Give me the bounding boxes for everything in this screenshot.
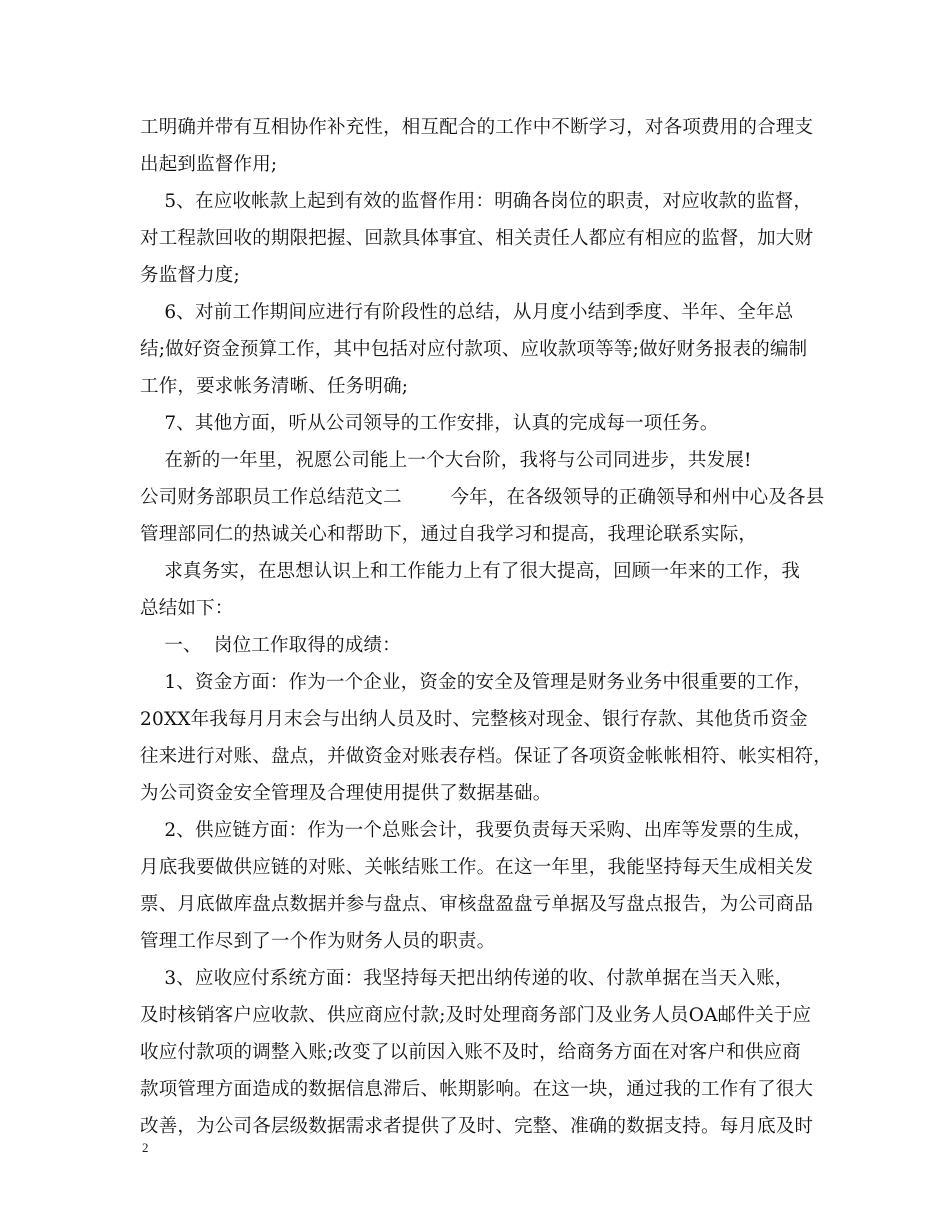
- text-line: 3、应收应付系统方面：我坚持每天把出纳传递的收、付款单据在当天入账，: [140, 968, 794, 989]
- text-line: 管理部同仁的热诚关心和帮助下，通过自我学习和提高，我理论联系实际，: [140, 524, 758, 545]
- text-line: 款项管理方面造成的数据信息滞后、帐期影响。在这一块，通过我的工作有了很大: [140, 1079, 814, 1100]
- text-line: 月底我要做供应链的对账、关帐结账工作。在这一年里，我能坚持每天生成相关发: [140, 857, 814, 878]
- text-line: 总结如下：: [140, 598, 234, 619]
- text-line: 6、对前工作期间应进行有阶段性的总结，从月度小结到季度、半年、全年总: [140, 302, 794, 323]
- text-line: 5、在应收帐款上起到有效的监督作用：明确各岗位的职责，对应收款的监督，: [140, 191, 813, 212]
- text-line: 20XX年我每月月末会与出纳人员及时、完整核对现金、银行存款、其他货币资金: [140, 709, 808, 730]
- text-line: 结;做好资金预算工作，其中包括对应付款项、应收款项等等;做好财务报表的编制: [140, 339, 808, 360]
- text-line: 工作，要求帐务清晰、任务明确;: [140, 376, 409, 397]
- text-line: 出起到监督作用;: [140, 154, 278, 175]
- page-number: 2: [142, 1140, 149, 1155]
- text-line: 及时核销客户应收款、供应商应付款;及时处理商务部门及业务人员OA邮件关于应: [140, 1005, 812, 1026]
- text-line: 7、其他方面，听从公司领导的工作安排，认真的完成每一项任务。: [140, 413, 719, 434]
- text-line: 务监督力度;: [140, 265, 240, 286]
- text-line: 对工程款回收的期限把握、回款具体事宜、相关责任人都应有相应的监督，加大财: [140, 228, 814, 249]
- text-line: 收应付款项的调整入账;改变了以前因入账不及时，给商务方面在对客户和供应商: [140, 1042, 801, 1063]
- section-heading-line: 公司财务部职员工作总结范文二 今年，在各级领导的正确领导和州中心及各县: [140, 487, 825, 508]
- text-line: 管理工作尽到了一个作为财务人员的职责。: [140, 931, 496, 952]
- text-line: 为公司资金安全管理及合理使用提供了数据基础。: [140, 783, 552, 804]
- text-line: 求真务实，在思想认识上和工作能力上有了很大提高，回顾一年来的工作，我: [140, 561, 801, 582]
- text-line: 工明确并带有互相协作补充性，相互配合的工作中不断学习，对各项费用的合理支: [140, 117, 814, 138]
- text-line: 往来进行对账、盘点，并做资金对账表存档。保证了各项资金帐帐相符、帐实相符，: [140, 746, 832, 767]
- text-line: 2、供应链方面：作为一个总账会计，我要负责每天采购、出库等发票的生成，: [140, 820, 813, 841]
- text-line: 改善，为公司各层级数据需求者提供了及时、完整、准确的数据支持。每月底及时: [140, 1116, 814, 1137]
- text-line: 一、 岗位工作取得的成绩：: [140, 635, 401, 656]
- text-line: 在新的一年里，祝愿公司能上一个大台阶，我将与公司同进步，共发展!: [140, 450, 752, 471]
- text-line: 1、资金方面：作为一个企业，资金的安全及管理是财务业务中很重要的工作，: [140, 672, 813, 693]
- text-line: 票、月底做库盘点数据并参与盘点、审核盘盈盘亏单据及写盘点报告，为公司商品: [140, 894, 814, 915]
